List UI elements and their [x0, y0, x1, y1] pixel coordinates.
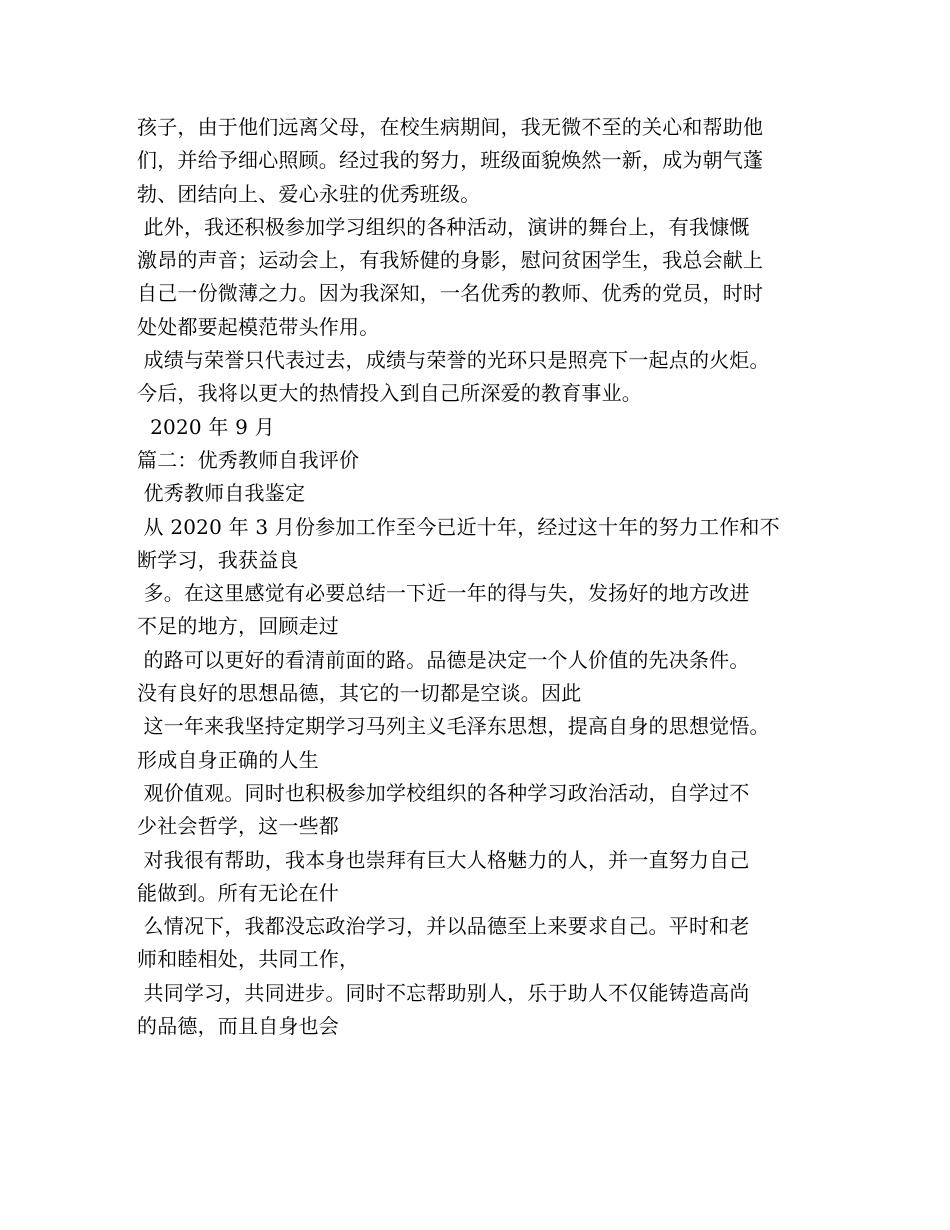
text-line: 断学习，我获益良 [137, 547, 299, 572]
text-line: 今后，我将以更大的热情投入到自己所深爱的教育事业。 [137, 381, 642, 406]
text-line: 自己一份微薄之力。因为我深知，一名优秀的教师、优秀的党员，时时 [137, 281, 764, 306]
text-line: 孩子，由于他们远离父母，在校生病期间，我无微不至的关心和帮助他 [137, 115, 764, 139]
section-heading: 篇二：优秀教师自我评价 [137, 447, 360, 472]
text-line: 少社会哲学，这一些都 [137, 814, 339, 839]
text-line: 此外，我还积极参加学习组织的各种活动，演讲的舞台上，有我慷慨 [137, 214, 750, 239]
text-line: 能做到。所有无论在什 [137, 880, 339, 905]
text-line: 勃、团结向上、爱心永驻的优秀班级。 [137, 181, 481, 206]
section-subheading: 优秀教师自我鉴定 [137, 481, 306, 506]
text-line: 么情况下，我都没忘政治学习，并以品德至上来要求自己。平时和老 [137, 914, 750, 939]
date-line: 2020 年 9 月 [137, 414, 275, 439]
text-line: 共同学习，共同进步。同时不忘帮助别人，乐于助人不仅能铸造高尚 [137, 980, 750, 1005]
text-line: 们，并给予细心照顾。经过我的努力，班级面貌焕然一新，成为朝气蓬 [137, 148, 764, 173]
text-line: 成绩与荣誉只代表过去，成绩与荣誉的光环只是照亮下一起点的火炬。 [137, 348, 770, 373]
text-line: 形成自身正确的人生 [137, 747, 319, 772]
text-line: 的品德，而且自身也会 [137, 1014, 339, 1039]
text-line: 从 2020 年 3 月份参加工作至今已近十年，经过这十年的努力工作和不 [137, 514, 780, 539]
text-line: 对我很有帮助，我本身也崇拜有巨大人格魅力的人，并一直努力自己 [137, 847, 750, 872]
text-line: 多。在这里感觉有必要总结一下近一年的得与失，发扬好的地方改进 [137, 581, 750, 606]
text-line: 处处都要起模范带头作用。 [137, 314, 380, 339]
text-line: 没有良好的思想品德，其它的一切都是空谈。因此 [137, 681, 582, 706]
text-line: 激昂的声音；运动会上，有我矫健的身影，慰问贫困学生，我总会献上 [137, 248, 764, 273]
text-line: 师和睦相处，共同工作， [137, 947, 360, 972]
text-line: 的路可以更好的看清前面的路。品德是决定一个人价值的先决条件。 [137, 647, 750, 672]
text-line: 这一年来我坚持定期学习马列主义毛泽东思想，提高自身的思想觉悟。 [137, 714, 770, 739]
text-line: 观价值观。同时也积极参加学校组织的各种学习政治活动，自学过不 [137, 780, 750, 805]
text-line: 不足的地方，回顾走过 [137, 614, 339, 639]
document-body [137, 111, 827, 1043]
